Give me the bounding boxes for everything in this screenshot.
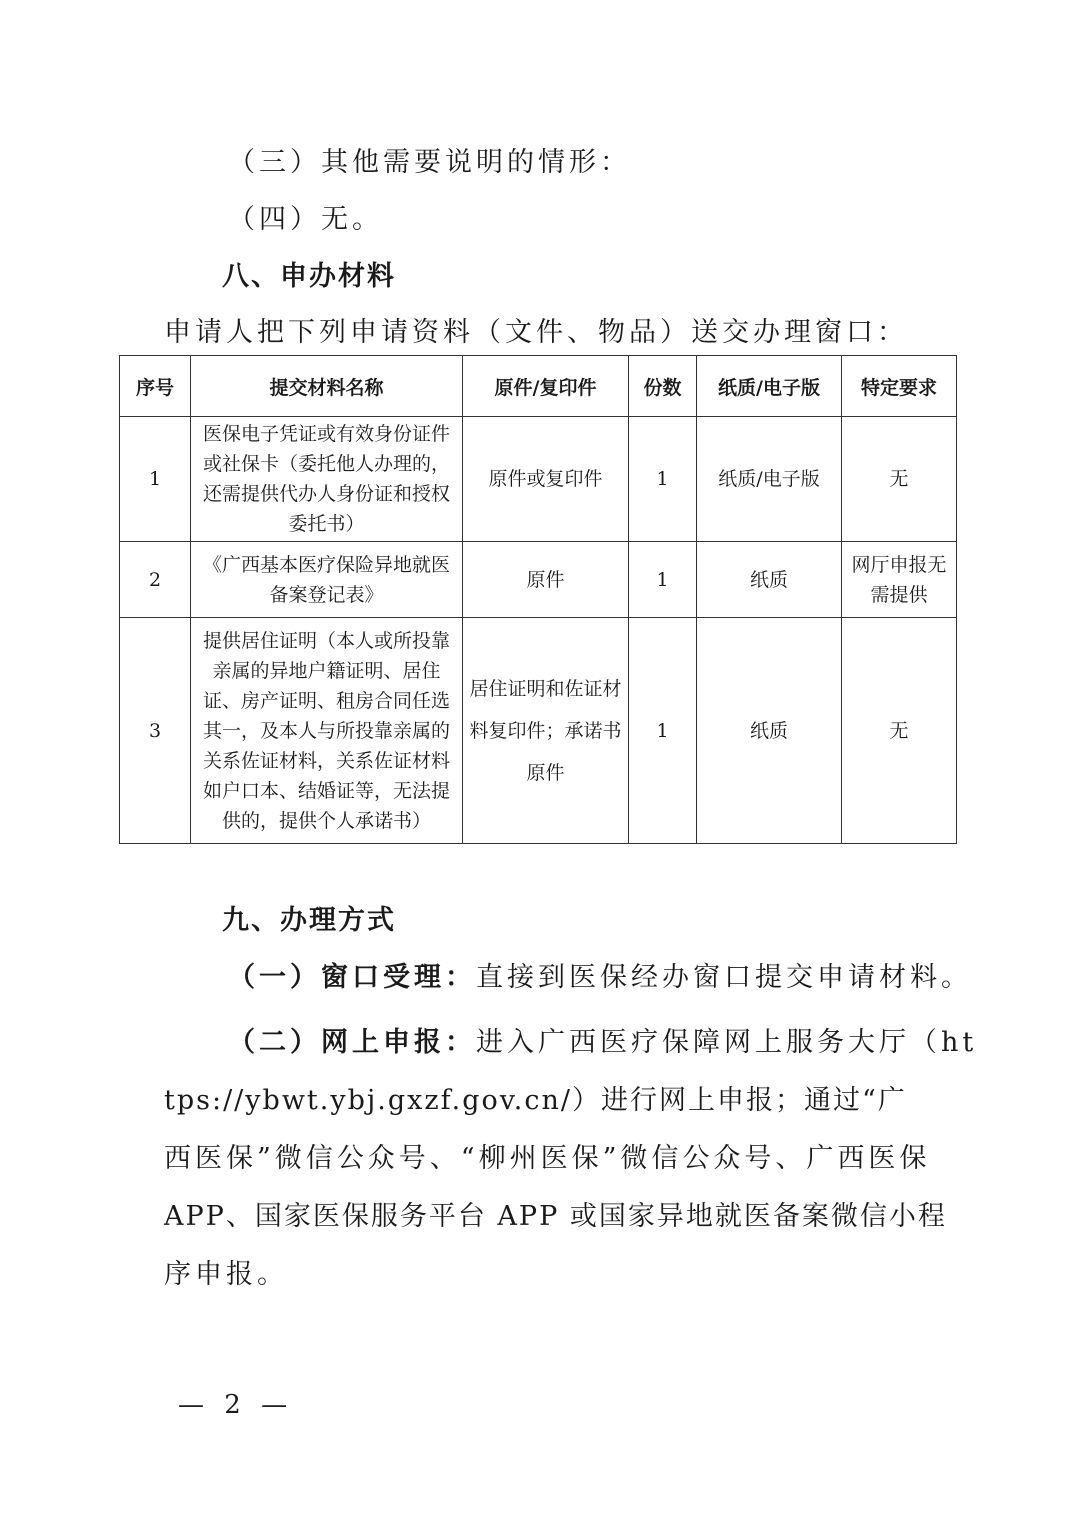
cell-count: 1 [629,542,697,618]
cell-material-name: 提供居住证明（本人或所投靠亲属的异地户籍证明、居住证、房产证明、租房合同任选其一，及本人与所投靠亲属的关系佐证材料，关系佐证材料如户口本、结婚证等，无法提供的，提供个人承诺书） [191,618,463,844]
table-row [120,417,957,542]
cell-format: 纸质 [697,618,842,844]
header-special-requirement: 特定要求 [842,356,957,417]
header-material-name: 提交材料名称 [191,356,463,417]
cell-format: 纸质 [697,542,842,618]
header-count: 份数 [629,356,697,417]
cell-original-copy: 原件或复印件 [463,417,629,542]
table-row [120,618,957,844]
cell-no: 2 [120,542,191,618]
item-2-text-line-2: tps://ybwt.ybj.gxzf.gov.cn/）进行网上申报；通过“广 [164,1085,907,1116]
section-8-intro: 申请人把下列申请资料（文件、物品）送交办理窗口： [164,317,908,348]
page-number: — 2 — [178,1390,294,1420]
cell-count: 1 [629,618,697,844]
header-no: 序号 [120,356,191,417]
item-1-window-acceptance [228,955,972,994]
header-original-copy: 原件/复印件 [463,356,629,417]
cell-special-requirement: 无 [842,618,957,844]
item-2-text-line-4: APP、国家医保服务平台 APP 或国家异地就医备案微信小程 [164,1201,947,1232]
header-format: 纸质/电子版 [697,356,842,417]
item-4-none: （四）无。 [228,204,383,235]
cell-count: 1 [629,417,697,542]
cell-material-name: 医保电子凭证或有效身份证件或社保卡（委托他人办理的，还需提供代办人身份证和授权委托书） [191,417,463,542]
item-1-label: （一）窗口受理： [228,962,476,993]
item-1-text: 直接到医保经办窗口提交申请材料。 [476,962,972,993]
item-2-text-line-3: 西医保”微信公众号、“柳州医保”微信公众号、广西医保 [164,1143,931,1174]
table-row [120,542,957,618]
section-9-heading: 九、办理方式 [222,905,396,936]
cell-special-requirement: 无 [842,417,957,542]
item-3-other-circumstances: （三）其他需要说明的情形： [228,147,631,178]
section-8-heading: 八、申办材料 [222,261,396,292]
cell-original-copy: 原件 [463,542,629,618]
cell-no: 1 [120,417,191,542]
materials-table [119,355,957,844]
item-2-label: （二）网上申报： [228,1027,476,1058]
cell-no: 3 [120,618,191,844]
item-2-text-line-1: 进入广西医疗保障网上服务大厅（ht [476,1027,978,1058]
item-2-online-declaration [228,1020,977,1059]
cell-material-name: 《广西基本医疗保险异地就医备案登记表》 [191,542,463,618]
item-2-text-line-5: 序申报。 [164,1259,288,1290]
cell-special-requirement: 网厅申报无需提供 [842,542,957,618]
cell-original-copy: 居住证明和佐证材料复印件；承诺书原件 [463,618,629,844]
table-header-row [120,356,957,417]
cell-format: 纸质/电子版 [697,417,842,542]
